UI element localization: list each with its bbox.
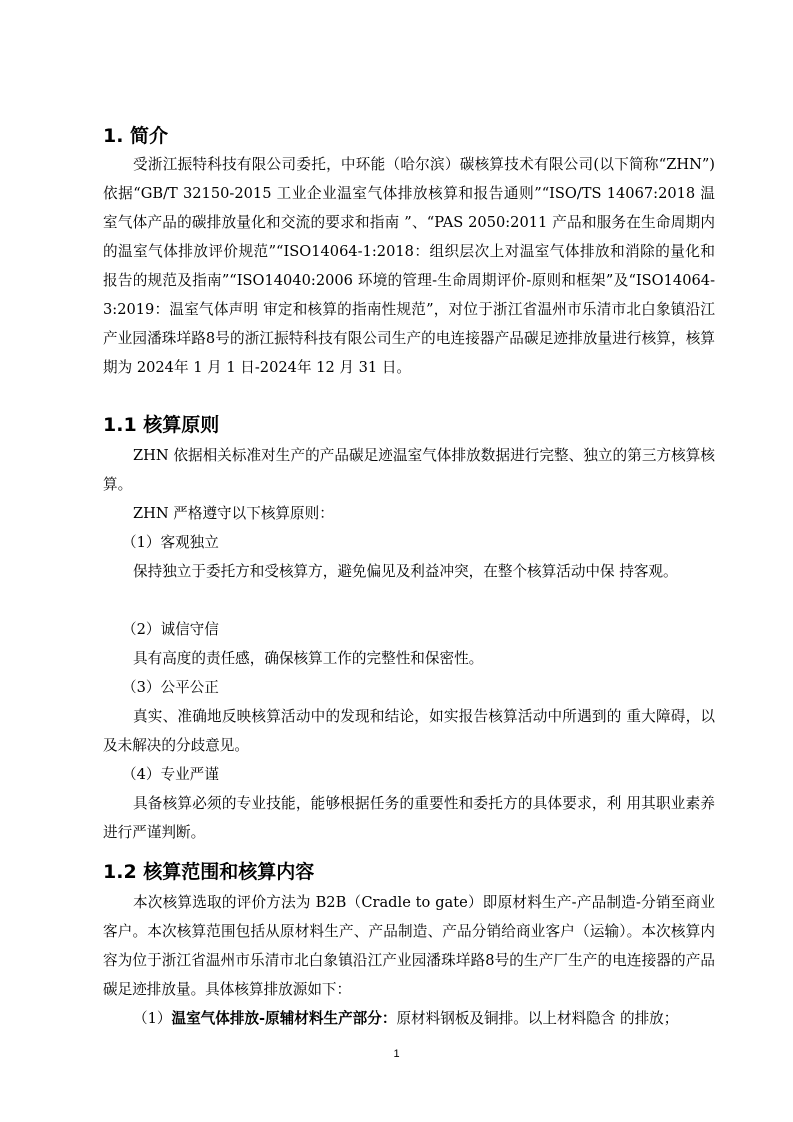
section-1-1-lead: ZHN 严格遵守以下核算原则： xyxy=(133,505,334,522)
item-1-bold-label: 温室气体排放-原辅材料生产部分： xyxy=(171,1010,397,1027)
principle-2-title: （2）诚信守信 xyxy=(122,621,219,638)
section-1-heading: 1. 简介 xyxy=(103,125,169,147)
principle-3-title: （3）公平公正 xyxy=(122,679,219,696)
principle-1-text: 保持独立于委托方和受核算方，避免偏见及利益冲突，在整个核算活动中保 持客观。 xyxy=(133,563,678,580)
section-1-2-paragraph: 本次核算选取的评价方法为 B2B（Cradle to gate）即原材料生产-产品制造-分销至商业客户。本次核算范围包括从原材料生产、产品制造、产品分销给商业客户（运输）。本次核算内容为位于浙江省温州市乐清市北白象镇沿江产业园潘珠垟路8号的生产厂生产的电连接器的产品碳足迹排放量。具体核算排放源如下： xyxy=(103,894,715,998)
principle-4-text: 具备核算必须的专业技能，能够根据任务的重要性和委托方的具体要求，利 用其职业素养进行严谨判断。 xyxy=(103,795,715,841)
principle-3-text: 真实、准确地反映核算活动中的发现和结论，如实报告核算活动中所遇到的 重大障碍，以及未解决的分歧意见。 xyxy=(103,708,715,754)
section-1-1-intro: ZHN 依据相关标准对生产的产品碳足迹温室气体排放数据进行完整、独立的第三方核算核算。 xyxy=(103,447,715,493)
page-number: 1 xyxy=(393,1048,400,1060)
principle-4-title: （4）专业严谨 xyxy=(122,766,219,783)
item-1-text: 原材料钢板及铜排。以上材料隐含 的排放； xyxy=(396,1010,679,1027)
section-1-paragraph: 受浙江振特科技有限公司委托，中环能（哈尔滨）碳核算技术有限公司(以下简称“ZHN”)依据“GB/T 32150-2015 工业企业温室气体排放核算和报告通则”“ISO/TS 14067:2018 温室气体产品的碳排放量化和交流的要求和指南 ”、“PAS 2050:2011 产品和服务在生命周期内的温室气体排放评价规范”“ISO14064-1:2018：组织层次上对温室气体排放和消除的量化和报告的规范及指南”“ISO14040:2006 环境的管理-生命周期评价-原则和框架”及“ISO14064-3:2019：温室气体声明 审定和核算的指南性规范”，对位于浙江省温州市乐清市北白象镇沿江产业园潘珠垟路8号的浙江振特科技有限公司生产的电连接器产品碳足迹排放量进行核算，核算期为 2024年 1 月 1 日-2024年 12 月 31 日。 xyxy=(103,156,715,376)
section-1-1-heading: 1.1 核算原则 xyxy=(103,414,220,436)
principle-2-text: 具有高度的责任感，确保核算工作的完整性和保密性。 xyxy=(133,650,484,667)
emission-source-item-1 xyxy=(103,1004,715,1033)
principle-1-title: （1）客观独立 xyxy=(122,534,219,551)
section-1-2-heading: 1.2 核算范围和核算内容 xyxy=(103,861,315,883)
item-1-prefix: （1） xyxy=(133,1010,172,1027)
